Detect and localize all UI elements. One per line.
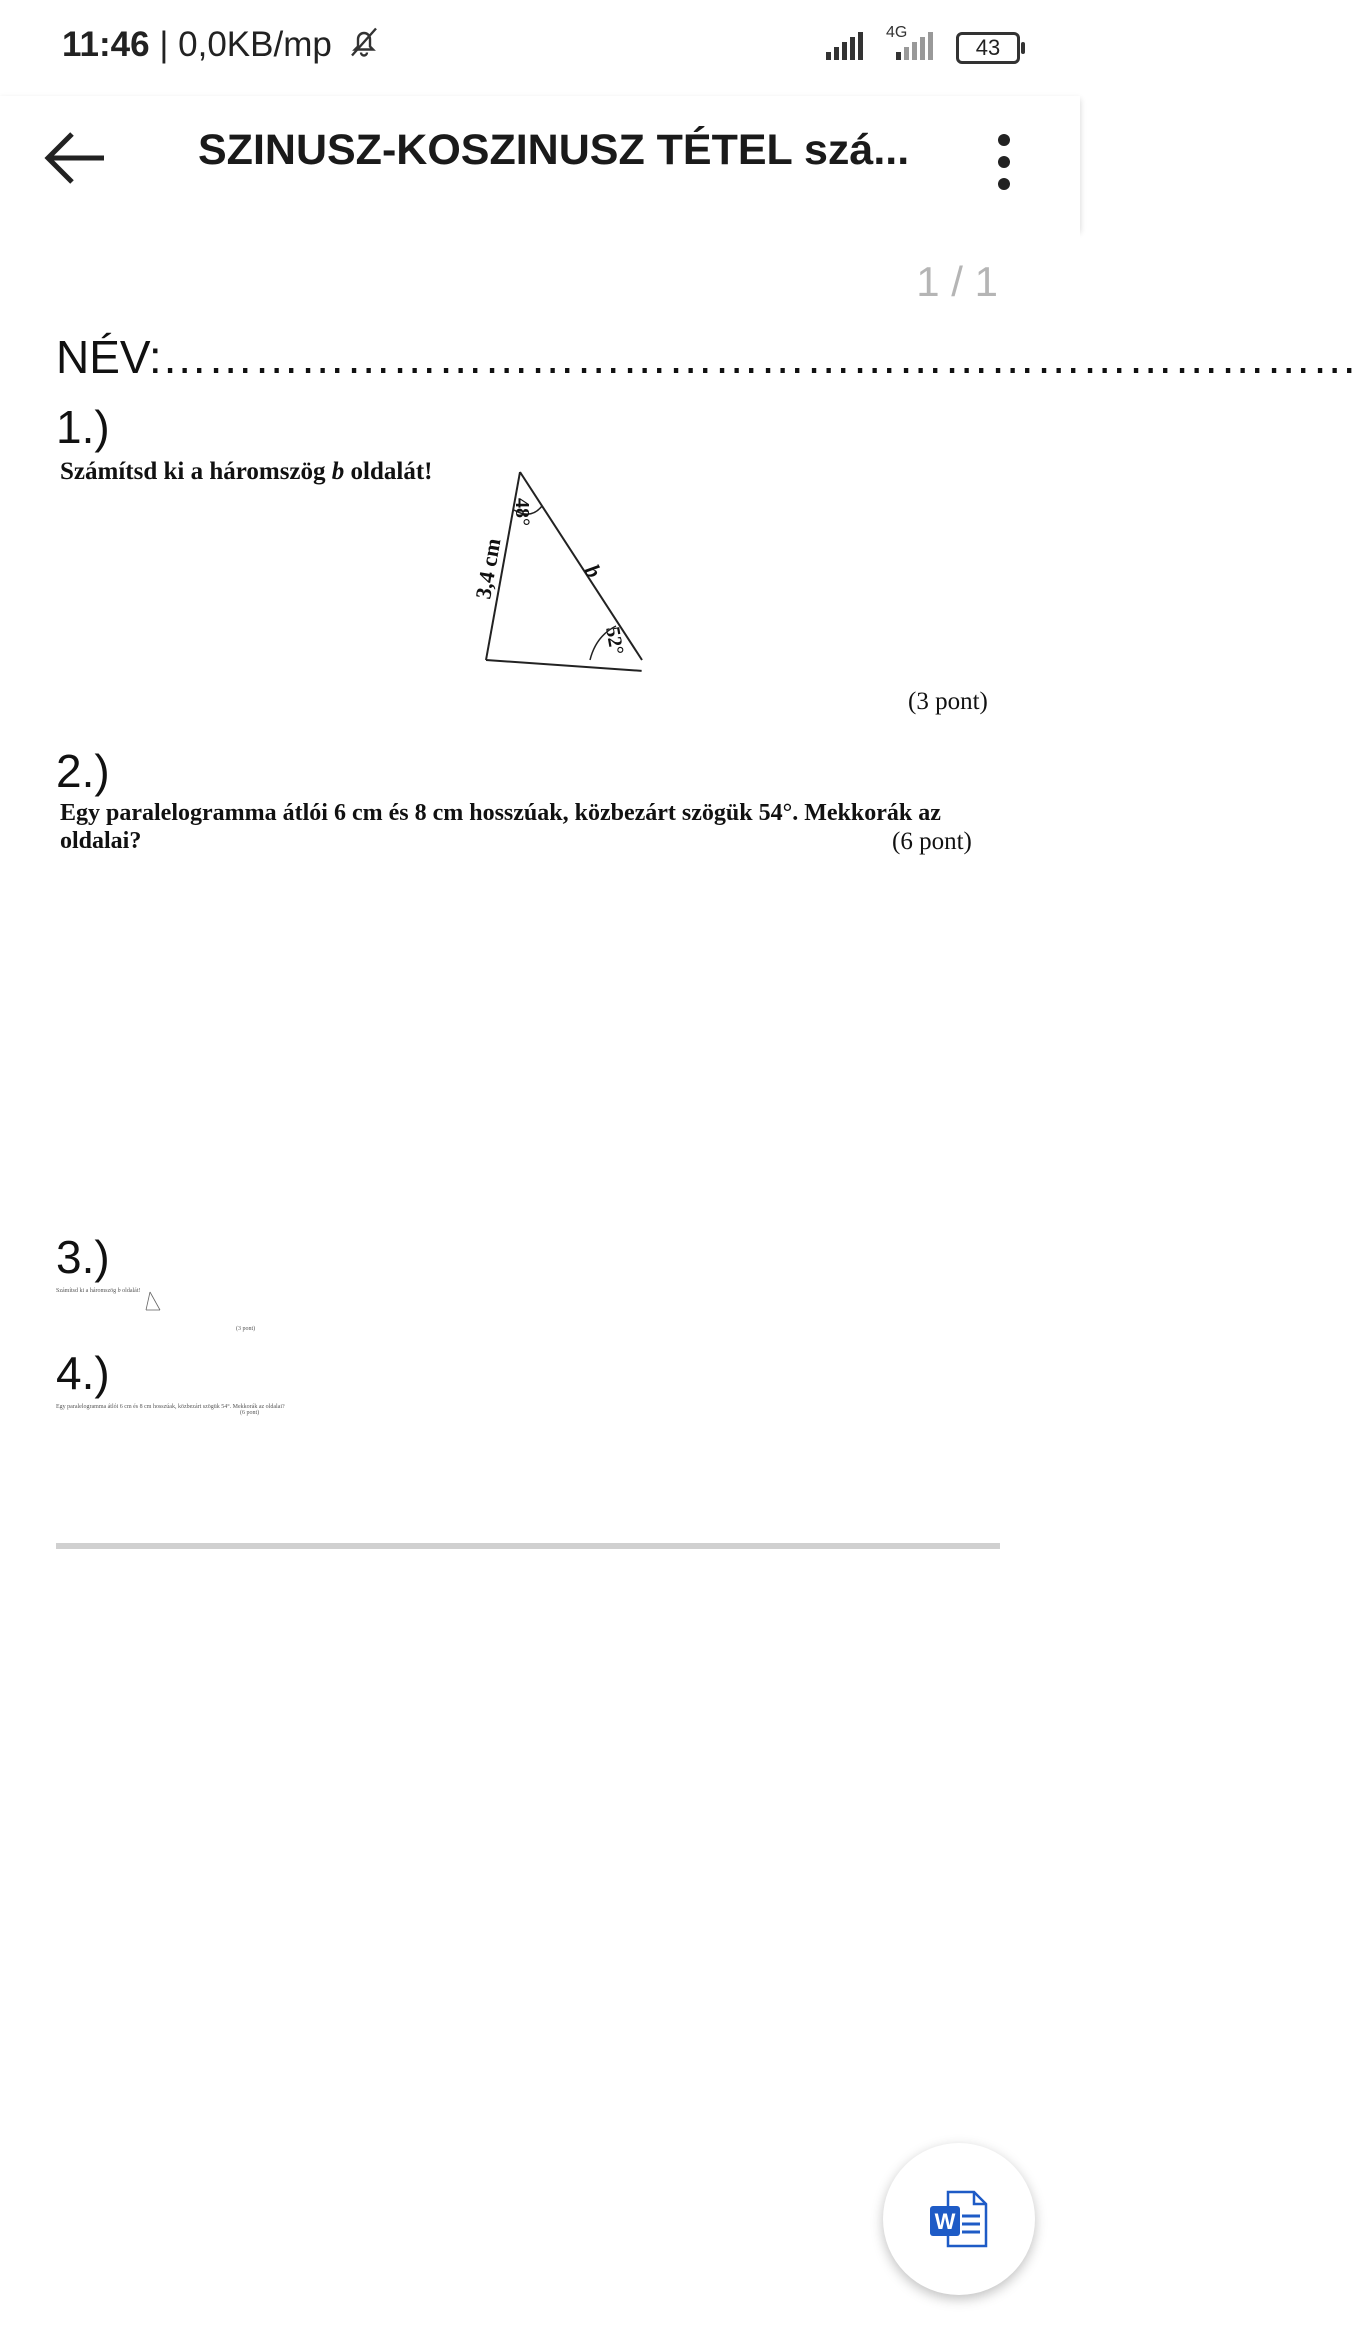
triangle-figure (456, 460, 716, 680)
battery-icon (956, 32, 1020, 64)
question-1-points: (3 pont) (908, 688, 988, 715)
question-2-number: 2.) (56, 745, 110, 797)
app-bar (0, 96, 1080, 230)
question-3-tiny-text: Számítsd ki a háromszög b oldalát! (56, 1288, 141, 1294)
network-type-label: 4G (886, 23, 908, 41)
angle-bottom-label: 52° (601, 625, 628, 657)
question-3-number: 3.) (56, 1231, 110, 1283)
battery-level: 43 (975, 35, 1001, 60)
page-end-divider (56, 1543, 1000, 1549)
status-time-row (62, 24, 382, 69)
more-vert-icon (980, 122, 1028, 202)
question-4-number: 4.) (56, 1347, 110, 1399)
question-2-text: Egy paralelogramma átlói 6 cm és 8 cm hosszúak, közbezárt szögük 54°. Mekkorák az (60, 800, 941, 826)
tiny-triangle-figure (142, 1290, 166, 1314)
word-letter: W (934, 2209, 956, 2234)
angle-top-label: 48° (511, 498, 533, 526)
question-2-points: (6 pont) (892, 828, 972, 855)
question-1-var: b (331, 458, 345, 485)
side-length-label: 3,4 cm (470, 536, 506, 601)
network-speed: | 0,0KB/mp (159, 24, 332, 64)
question-1-text: Számítsd ki a háromszög b oldalát! (60, 458, 433, 485)
question-4-tiny-text: Egy paralelogramma átlói 6 cm és 8 cm hosszúak, közbezárt szögük 54°. Mekkorák az oldalai? (56, 1404, 285, 1410)
signal-icon (824, 30, 868, 67)
document-viewer[interactable] (0, 230, 1358, 2340)
more-options-button[interactable] (980, 122, 1028, 202)
document-title: SZINUSZ-KOSZINUSZ TÉTEL szá... (198, 126, 910, 174)
status-bar (0, 0, 1080, 96)
arrow-left-icon (36, 118, 116, 198)
page-indicator: 1 / 1 (916, 258, 998, 305)
question-2-text-line2: oldalai? (60, 828, 142, 854)
name-field-line: NÉV:…………………………………………………………………… (56, 331, 1358, 383)
question-1-number: 1.) (56, 401, 110, 453)
signal-4g-icon (886, 23, 938, 67)
word-document-icon (926, 2186, 992, 2252)
question-4-tiny-points: (6 pont) (240, 1410, 260, 1416)
back-button[interactable] (36, 118, 116, 198)
question-3-tiny-points: (3 pont) (236, 1326, 256, 1332)
status-icons (824, 24, 1020, 72)
open-in-word-button[interactable] (883, 2143, 1035, 2295)
clock: 11:46 (62, 24, 150, 64)
bell-off-icon (346, 24, 382, 69)
side-b-label: b (579, 560, 607, 583)
